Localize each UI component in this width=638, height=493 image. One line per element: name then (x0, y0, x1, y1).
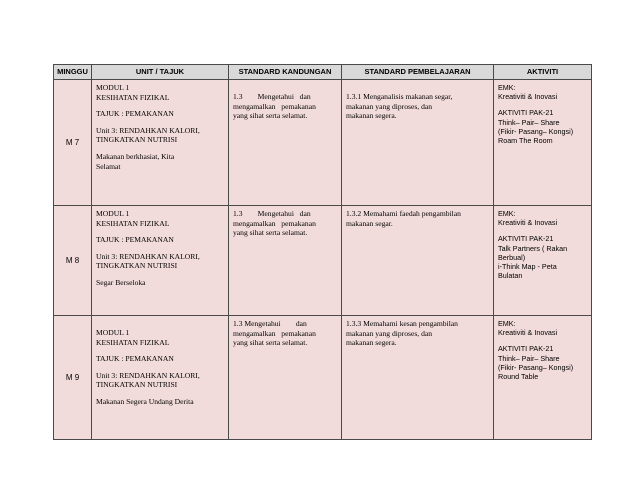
unit-line: TINGKATKAN NUTRISI (96, 135, 178, 145)
subtopic-block (96, 278, 224, 288)
kandungan-line: yang sihat serta selamat. (233, 111, 308, 121)
kandungan-cell (229, 206, 342, 316)
pak-block (498, 344, 587, 381)
kandungan-line: 1.3 Mengetahui dan (233, 92, 311, 101)
table-row (54, 206, 592, 316)
aktiviti-cell (494, 206, 592, 316)
kandungan-line: mengamalkan pemakanan (233, 328, 316, 338)
unit-block (96, 252, 224, 271)
header-minggu: MINGGU (54, 65, 92, 80)
pak-line: (Fikir- Pasang– Kongsi) (498, 362, 574, 372)
modul-block (96, 209, 224, 228)
pak-block (498, 234, 587, 280)
pak-line: AKTIVITI PAK-21 (498, 344, 554, 354)
modul-line: KESIHATAN FIZIKAL (96, 218, 170, 228)
modul-line: KESIHATAN FIZIKAL (96, 92, 170, 102)
unit-cell (92, 316, 229, 440)
pembelajaran-line: makanan segera. (346, 338, 397, 348)
kandungan-line: yang sihat serta selamat. (233, 338, 308, 348)
subtopic-line: Makanan Segera Undang Derita (96, 396, 194, 406)
pembelajaran-line: 1.3.3 Memahami kesan pengambilan (346, 319, 458, 328)
tajuk-line: TAJUK : PEMAKANAN (96, 235, 174, 245)
pak-line: AKTIVITI PAK-21 (498, 108, 554, 118)
emk-line: Kreativiti & Inovasi (498, 218, 558, 228)
emk-block (498, 319, 587, 337)
emk-block (498, 83, 587, 101)
unit-cell (92, 80, 229, 206)
subtopic-block (96, 152, 224, 171)
subtopic-line: Selamat (96, 161, 121, 171)
table-row (54, 80, 592, 206)
pembelajaran-cell (342, 206, 494, 316)
pembelajaran-line: makanan segera. (346, 111, 397, 121)
week-cell: M 8 (54, 206, 92, 316)
kandungan-line: yang sihat serta selamat. (233, 228, 308, 238)
kandungan-line: mengamalkan pemakanan (233, 218, 316, 228)
unit-line: Unit 3: RENDAHKAN KALORI, (96, 125, 200, 135)
emk-line: EMK: (498, 83, 516, 92)
pak-line: Berbual) (498, 252, 526, 262)
aktiviti-cell (494, 80, 592, 206)
header-unit-tajuk: UNIT / TAJUK (92, 65, 229, 80)
modul-line: MODUL 1 (96, 209, 130, 218)
week-cell: M 9 (54, 316, 92, 440)
tajuk-line: TAJUK : PEMAKANAN (96, 354, 174, 364)
unit-block (96, 126, 224, 145)
modul-block (96, 328, 224, 347)
kandungan-cell (229, 80, 342, 206)
pak-line: i-Think Map - Peta (498, 262, 557, 272)
header-standard-pembelajaran: STANDARD PEMBELAJARAN (342, 65, 494, 80)
emk-line: EMK: (498, 209, 516, 218)
pak-block (498, 108, 587, 145)
aktiviti-cell (494, 316, 592, 440)
unit-line: TINGKATKAN NUTRISI (96, 261, 178, 271)
unit-block (96, 371, 224, 390)
kandungan-line: 1.3 Mengetahui dan (233, 209, 311, 218)
emk-line: Kreativiti & Inovasi (498, 328, 558, 338)
pak-line: Think– Pair– Share (498, 117, 560, 127)
lesson-plan-table (53, 64, 592, 440)
lesson-plan-table-container (53, 64, 591, 440)
pak-line: Think– Pair– Share (498, 353, 560, 363)
pembelajaran-line: makanan yang diproses, dan (346, 328, 433, 338)
subtopic-line: Makanan berkhasiat, Kita (96, 151, 175, 161)
modul-line: MODUL 1 (96, 83, 130, 92)
pembelajaran-cell (342, 316, 494, 440)
modul-block (96, 83, 224, 102)
pak-line: AKTIVITI PAK-21 (498, 234, 554, 244)
emk-block (498, 209, 587, 227)
header-aktiviti: AKTIVITI (494, 65, 592, 80)
pak-line: Round Table (498, 372, 539, 382)
tajuk-line: TAJUK : PEMAKANAN (96, 109, 174, 119)
kandungan-line: mengamalkan pemakanan (233, 101, 316, 111)
modul-line: KESIHATAN FIZIKAL (96, 337, 170, 347)
pak-line: (Fikir- Pasang– Kongsi) (498, 126, 574, 136)
kandungan-line: 1.3 Mengetahui dan (233, 319, 307, 328)
pembelajaran-cell (342, 80, 494, 206)
table-row (54, 316, 592, 440)
subtopic-line: Segar Berseloka (96, 277, 146, 287)
pembelajaran-line: makanan segar. (346, 218, 393, 228)
unit-cell (92, 206, 229, 316)
kandungan-cell (229, 316, 342, 440)
header-row (54, 65, 592, 80)
emk-line: Kreativiti & Inovasi (498, 92, 558, 102)
unit-line: Unit 3: RENDAHKAN KALORI, (96, 370, 200, 380)
pak-line: Bulatan (498, 271, 523, 281)
unit-line: Unit 3: RENDAHKAN KALORI, (96, 251, 200, 261)
subtopic-block (96, 397, 224, 407)
pak-line: Roam The Room (498, 136, 553, 146)
pak-line: Talk Partners ( Rakan (498, 243, 568, 253)
modul-line: MODUL 1 (96, 328, 130, 337)
pembelajaran-line: makanan yang diproses, dan (346, 101, 433, 111)
header-standard-kandungan: STANDARD KANDUNGAN (229, 65, 342, 80)
unit-line: TINGKATKAN NUTRISI (96, 380, 178, 390)
pembelajaran-line: 1.3.1 Menganalisis makanan segar, (346, 92, 453, 101)
emk-line: EMK: (498, 319, 516, 328)
pembelajaran-line: 1.3.2 Memahami faedah pengambilan (346, 209, 461, 218)
week-cell: M 7 (54, 80, 92, 206)
